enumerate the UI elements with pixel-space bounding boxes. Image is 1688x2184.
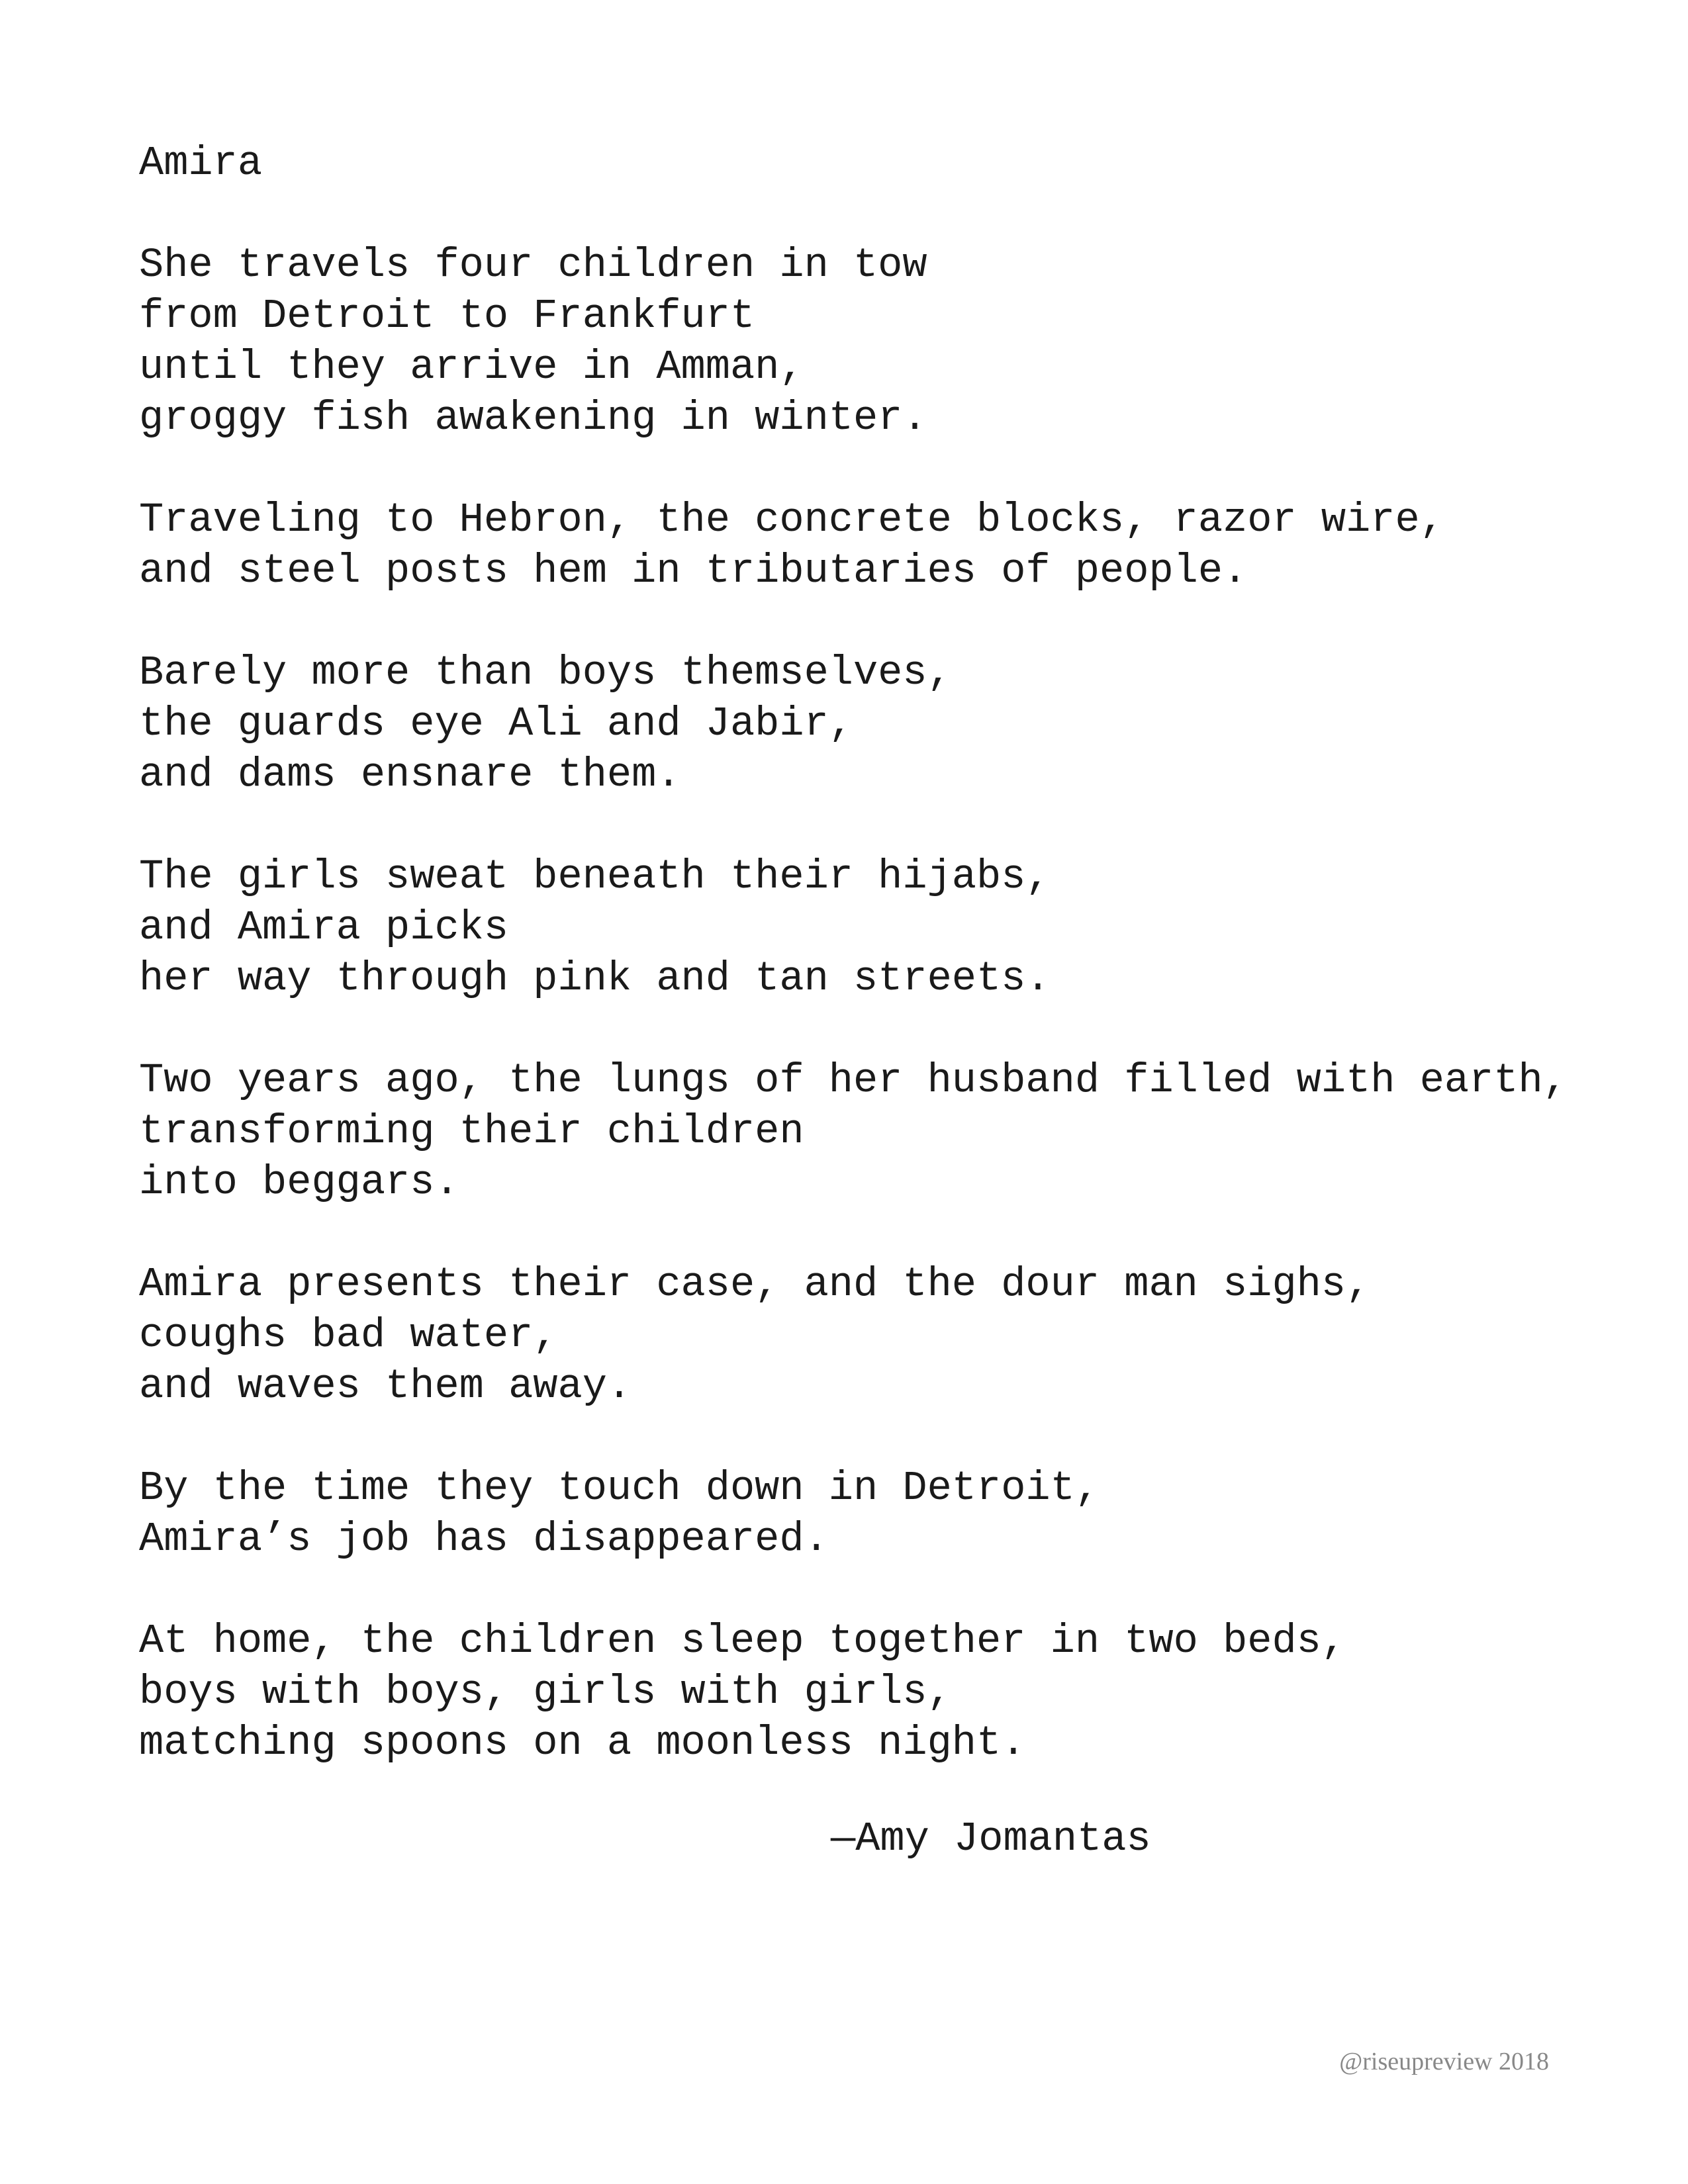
poem-line: boys with boys, girls with girls, (139, 1668, 952, 1715)
poem-body (139, 240, 1595, 1819)
poem-line: from Detroit to Frankfurt (139, 293, 755, 340)
poem-line: By the time they touch down in Detroit, (139, 1465, 1100, 1512)
poem-line: groggy fish awakening in winter. (139, 394, 927, 441)
poem-line: Barely more than boys themselves, (139, 649, 952, 696)
poem-line: Two years ago, the lungs of her husband filled with earth, (139, 1057, 1568, 1104)
poem-line: into beggars. (139, 1159, 459, 1206)
poem-line: coughs bad water, (139, 1312, 558, 1359)
poem-author: —Amy Jomantas (831, 1815, 1151, 1862)
poem-line: her way through pink and tan streets. (139, 955, 1051, 1002)
poem-line: transforming their children (139, 1108, 804, 1155)
poem-line: the guards eye Ali and Jabir, (139, 700, 853, 747)
poem-line: The girls sweat beneath their hijabs, (139, 853, 1051, 900)
stanza-1 (139, 240, 1595, 443)
stanza-5 (139, 1055, 1595, 1208)
poem-line: until they arrive in Amman, (139, 343, 804, 390)
poem-line: and dams ensnare them. (139, 751, 681, 798)
poem-line: Amira presents their case, and the dour man sighs, (139, 1261, 1371, 1308)
poem-line: She travels four children in tow (139, 242, 927, 289)
poem-line: Traveling to Hebron, the concrete blocks, razor wire, (139, 496, 1444, 543)
stanza-2 (139, 494, 1595, 596)
stanza-6 (139, 1259, 1595, 1412)
poem-line: and waves them away. (139, 1363, 632, 1410)
stanza-8 (139, 1615, 1595, 1768)
poem-line: At home, the children sleep together in two beds, (139, 1617, 1346, 1664)
stanza-4 (139, 851, 1595, 1004)
stanza-3 (139, 647, 1595, 800)
poem-line: and steel posts hem in tributaries of people. (139, 547, 1248, 594)
poem-line: Amira’s job has disappeared. (139, 1516, 829, 1563)
stanza-7 (139, 1463, 1595, 1565)
poem-line: matching spoons on a moonless night. (139, 1719, 1026, 1766)
poem-line: and Amira picks (139, 904, 509, 951)
watermark: @riseupreview 2018 (1339, 2048, 1549, 2075)
poem-title: Amira (139, 140, 263, 187)
